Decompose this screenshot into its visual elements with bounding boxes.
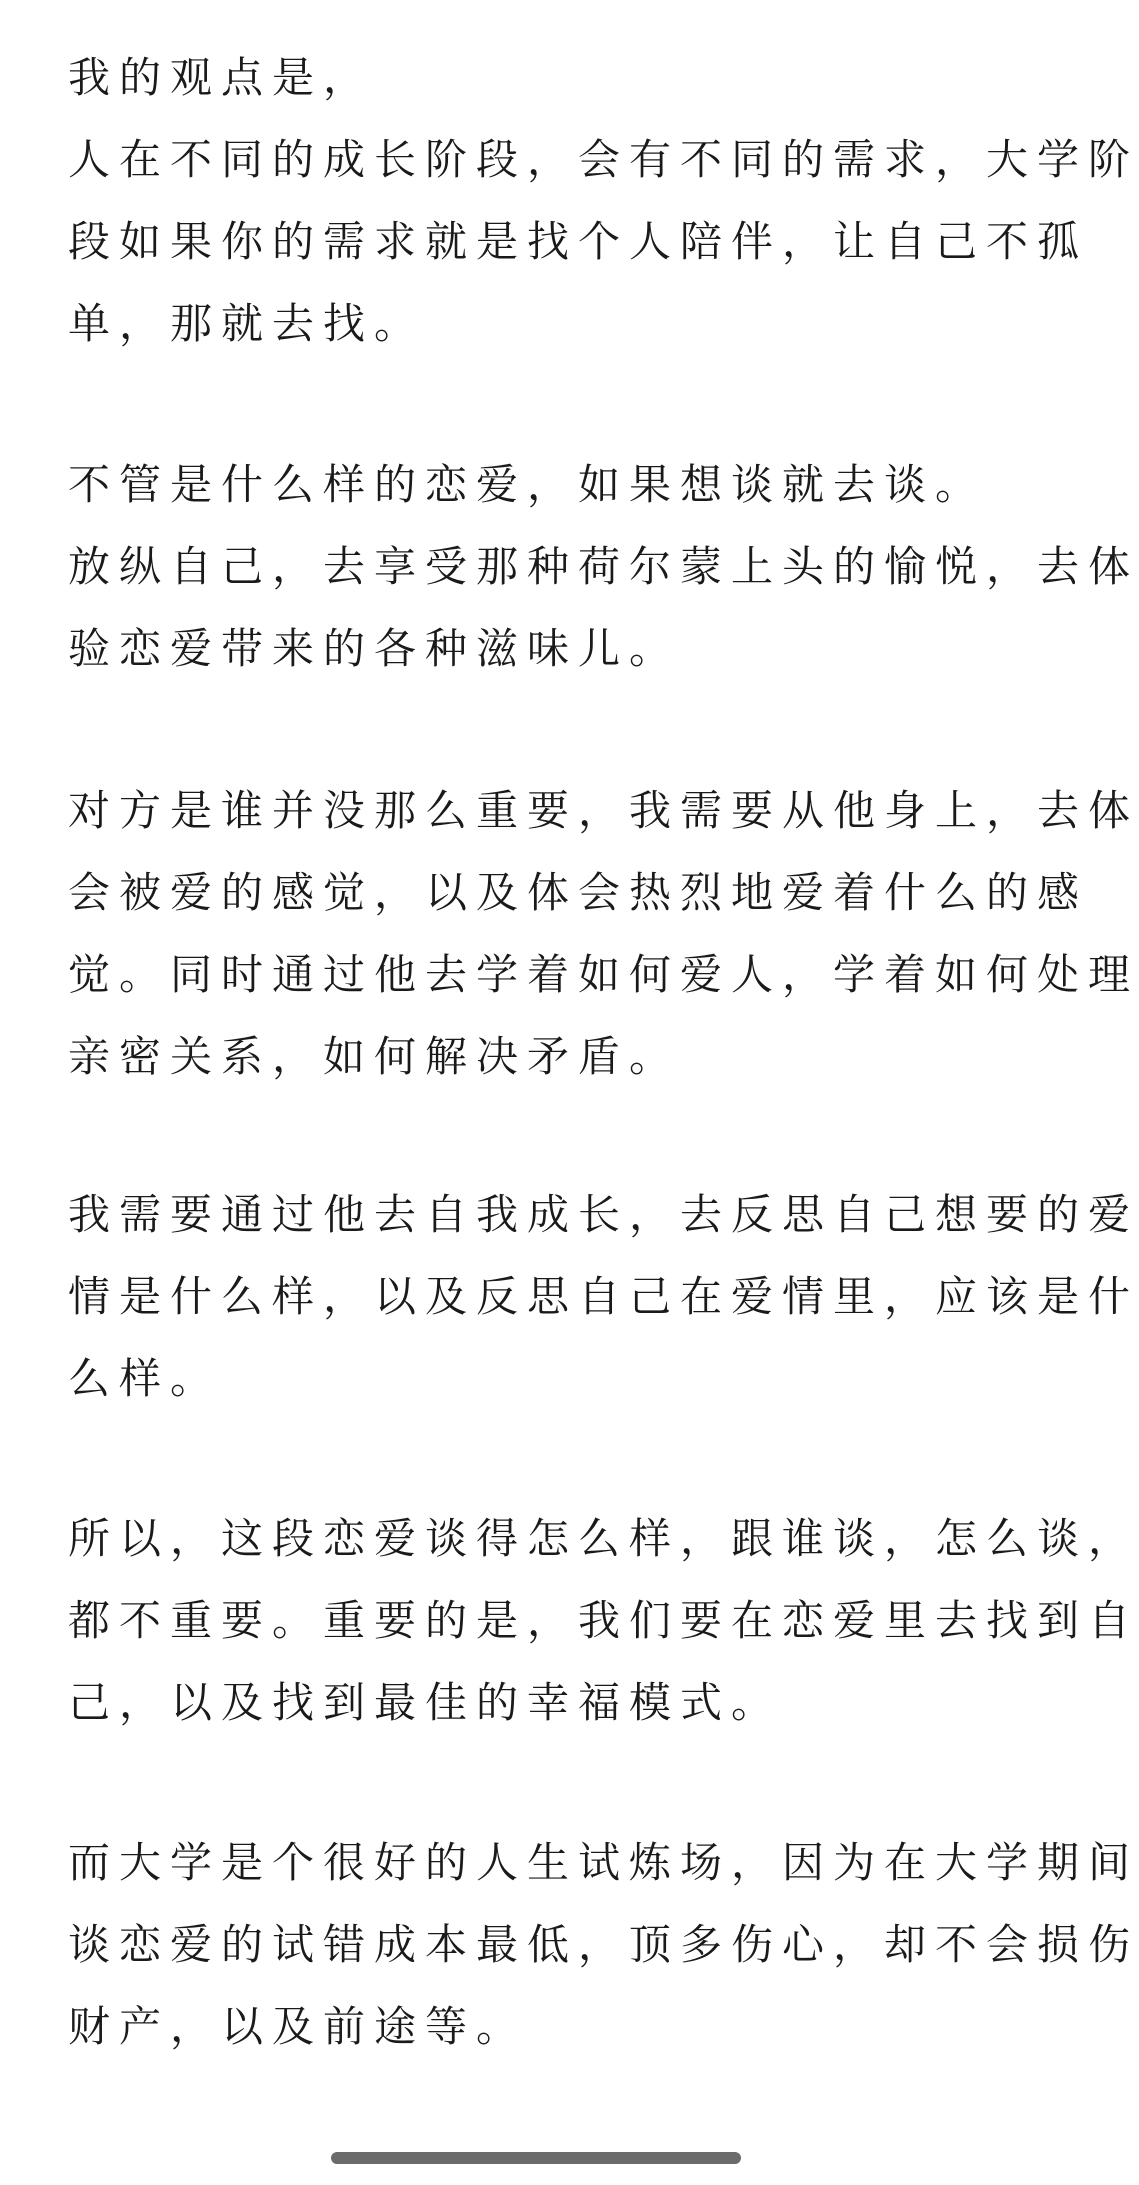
note-line: 而大学是个很好的人生试炼场，因为在大学期间 xyxy=(68,1838,1139,1887)
note-line: 所以，这段恋爱谈得怎么样，跟谁谈，怎么谈， xyxy=(68,1514,1139,1563)
note-line: 谈恋爱的试错成本最低，顶多伤心，却不会损伤 xyxy=(68,1920,1139,1969)
note-line: 都不重要。重要的是，我们要在恋爱里去找到自 xyxy=(68,1596,1139,1645)
note-line: 亲密关系，如何解决矛盾。 xyxy=(68,1032,681,1081)
note-line: 单，那就去找。 xyxy=(68,299,426,348)
note-line: 财产，以及前途等。 xyxy=(68,2002,528,2051)
note-line: 觉。同时通过他去学着如何爱人，学着如何处理 xyxy=(68,950,1139,999)
note-line: 验恋爱带来的各种滋味儿。 xyxy=(68,624,681,673)
note-line: 己，以及找到最佳的幸福模式。 xyxy=(68,1678,783,1727)
note-line: 情是什么样，以及反思自己在爱情里，应该是什 xyxy=(68,1272,1139,1321)
note-line: 会被爱的感觉，以及体会热烈地爱着什么的感 xyxy=(68,868,1089,917)
note-line: 放纵自己，去享受那种荷尔蒙上头的愉悦，去体 xyxy=(68,542,1139,591)
note-line: 不管是什么样的恋爱，如果想谈就去谈。 xyxy=(68,460,987,509)
note-line: 么样。 xyxy=(68,1354,222,1403)
note-line: 段如果你的需求就是找个人陪伴，让自己不孤 xyxy=(68,217,1089,266)
note-line: 人在不同的成长阶段，会有不同的需求，大学阶 xyxy=(68,135,1139,184)
note-line: 我的观点是， xyxy=(68,53,375,102)
home-indicator-icon[interactable] xyxy=(331,2152,741,2164)
note-line: 我需要通过他去自我成长，去反思自己想要的爱 xyxy=(68,1190,1139,1239)
note-line: 对方是谁并没那么重要，我需要从他身上，去体 xyxy=(68,786,1139,835)
